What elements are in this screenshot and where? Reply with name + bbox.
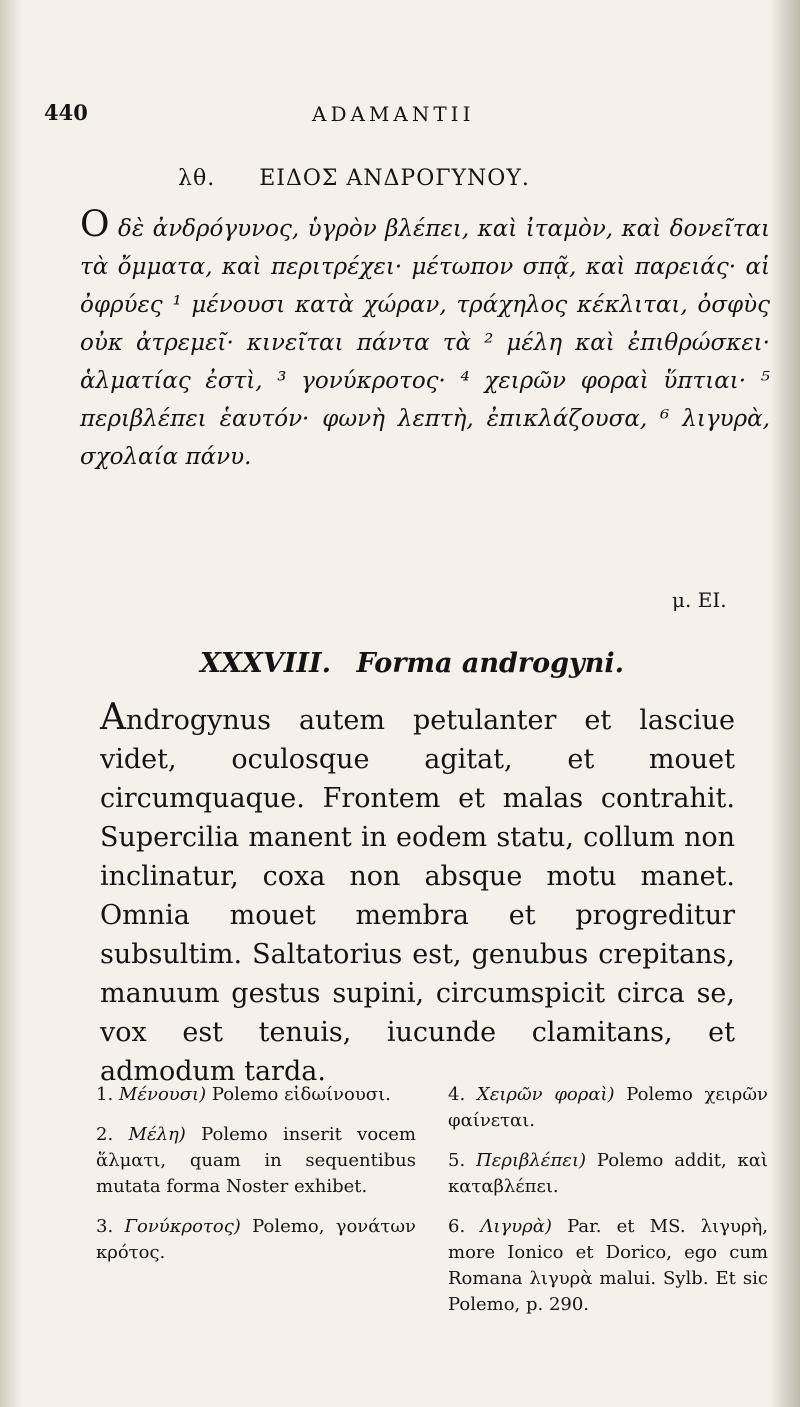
footnotes-left-column (96, 1082, 416, 1280)
footnotes (96, 1082, 776, 1382)
footnote-lemma: Μένουσι) (118, 1084, 207, 1105)
greek-text: δὲ ἀνδρόγυνος, ὑγρὸν βλέπει, καὶ ἰταμὸν, καὶ δονεῖται τὰ ὄμματα, καὶ περιτρέχει· μέτωπον σπᾷ, καὶ παρειάς· αἱ ὀφρύες ¹ μένουσι κατὰ χώραν, τράχηλος κέκλιται, ὀσφὺς οὐκ ἀτρεμεῖ· κινεῖται πάντα τὰ ² μέλη καὶ ἐπιθρώσκει· ἁλματίας ἐστὶ, ³ γονύκροτος· ⁴ χειρῶν φοραὶ ὕπτιαι· ⁵ περιβλέπει ἑαυτόν· φωνὴ λεπτὴ, ἐπικλάζουσα, ⁶ λιγυρὰ, σχολαία πάνυ. (80, 216, 770, 470)
footnote-lemma: Λιγυρὰ) (480, 1216, 552, 1237)
footnote-marker: 6. (448, 1216, 466, 1237)
footnote-2 (96, 1122, 416, 1200)
footnote-marker: 5. (448, 1150, 466, 1171)
footnote-text: Par. et MS. λιγυρὴ, more Ionico et Dorico, ego cum Romana λιγυρὰ malui. Sylb. Et sic Polemo, p. 290. (448, 1216, 768, 1315)
latin-paragraph (100, 698, 735, 1091)
footnote-text: Polemo εἰδωίνουσι. (211, 1084, 391, 1105)
footnote-lemma: Μέλη) (128, 1124, 186, 1145)
page-header (44, 100, 764, 140)
greek-section-title (178, 166, 530, 191)
footnote-3 (96, 1214, 416, 1266)
greek-initial-letter: Ο (80, 204, 110, 245)
footnote-text: Polemo, γονάτων κρότος. (96, 1216, 416, 1263)
footnote-5 (448, 1148, 768, 1200)
greek-section-number: λθ. (178, 166, 216, 191)
greek-paragraph (80, 204, 770, 476)
latin-section-title (200, 648, 624, 679)
footnote-4 (448, 1082, 768, 1134)
footnote-marker: 3. (96, 1216, 114, 1237)
footnote-lemma: Περιβλέπει) (476, 1150, 587, 1171)
page-edge-shadow-left (0, 0, 22, 1407)
running-head: ADAMANTII (312, 102, 475, 126)
footnote-lemma: Χειρῶν φοραὶ) (476, 1084, 615, 1105)
footnote-marker: 2. (96, 1124, 114, 1145)
footnote-text: Polemo χειρῶν φαίνεται. (448, 1084, 768, 1131)
footnote-lemma: Γονύκροτος) (124, 1216, 241, 1237)
footnote-text: Polemo addit, καὶ καταβλέπει. (448, 1150, 768, 1197)
latin-section-heading: Forma androgyni. (356, 648, 624, 679)
latin-initial-letter: A (100, 697, 126, 738)
greek-section-heading: ΕΙΔΟΣ ΑΝΔΡΟΓΥΝΟΥ. (259, 166, 530, 191)
page-number: 440 (44, 100, 88, 125)
latin-text: ndrogynus autem petulanter et lasciue videt, oculosque agitat, et mouet circumquaque. Frontem et malas contrahit. Supercilia manent in eodem statu, collum non inclinatur, coxa non absque motu manet. Omnia mouet membra et progreditur subsultim. Saltatorius est, genubus crepitans, manuum gestus supini, circumspicit circa se, vox est tenuis, iucunde clamitans, et admodum tarda. (100, 705, 735, 1087)
greek-text-block (80, 204, 770, 476)
footnote-1 (96, 1082, 416, 1108)
footnote-6 (448, 1214, 768, 1318)
footnote-text: Polemo inserit vocem ἅλματι, quam in sequentibus mutata forma Noster exhibet. (96, 1124, 416, 1197)
latin-text-block (100, 698, 735, 1091)
footnotes-right-column (448, 1082, 768, 1332)
latin-section-number: XXXVIII. (200, 648, 332, 679)
footnote-marker: 1. (96, 1084, 114, 1105)
catchword: μ. EI. (672, 588, 727, 612)
footnote-marker: 4. (448, 1084, 466, 1105)
